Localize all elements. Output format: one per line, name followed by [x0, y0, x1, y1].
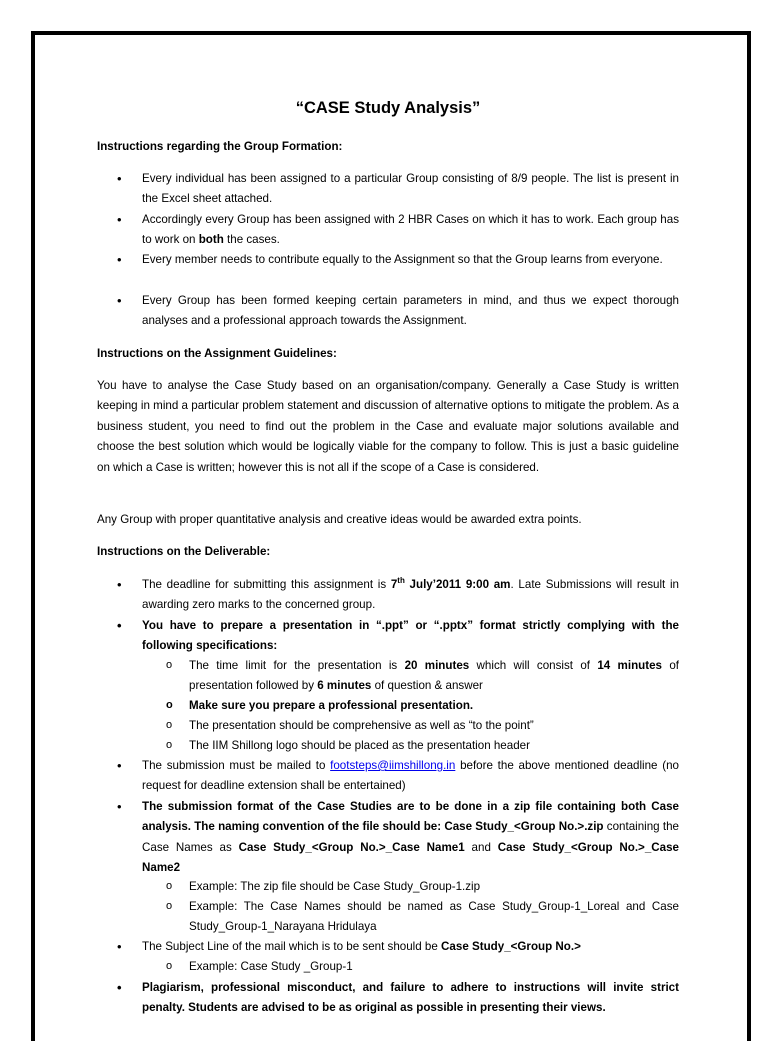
guidelines-heading: Instructions on the Assignment Guidelines: — [97, 347, 337, 360]
group-formation-heading: Instructions regarding the Group Formation: — [97, 140, 343, 153]
plagiarism-bullet: • Plagiarism, professional misconduct, and failure to adhere to instructions will invite strict penalty. Students are advised to be as original as possible in presenting their views. — [142, 978, 679, 1019]
document-title: “CASE Study Analysis” — [295, 99, 481, 117]
group-bullet-2: • Accordingly every Group has been assigned with 2 HBR Cases on which it has to work. Each group has to work on both the cases. — [142, 210, 679, 251]
comprehensive-subbullet: o The presentation should be comprehensive as well as “to the point” — [189, 716, 679, 736]
document-page — [31, 31, 751, 1041]
logo-subbullet: o The IIM Shillong logo should be placed as the presentation header — [189, 736, 679, 756]
deadline-bullet: • The deadline for submitting this assignment is 7th July’2011 9:00 am. Late Submissions will result in awarding zero marks to the concerned group. — [142, 575, 679, 616]
zip-example-subbullet: o Example: The zip file should be Case Study_Group-1.zip — [189, 877, 679, 897]
email-link[interactable]: footsteps@iimshillong.in — [330, 759, 456, 772]
extra-points-paragraph: Any Group with proper quantitative analysis and creative ideas would be awarded extra points. — [97, 513, 582, 526]
time-limit-subbullet: o The time limit for the presentation is 20 minutes which will consist of 14 minutes of presentation followed by 6 minutes of question & answer — [189, 656, 679, 697]
case-names-example-subbullet: o Example: The Case Names should be named as Case Study_Group-1_Loreal and Case Study_Group-1_Narayana Hridulaya — [189, 897, 679, 938]
guidelines-paragraph: You have to analyse the Case Study based on an organisation/company. Generally a Case Study is written keeping in mind a particular problem statement and discussion of alternative options to mitigate the problem. As a business student, you need to find out the problem in the Case and evaluate major solutions available and choose the best solution which would be logically viable for the company to follow. This is just a basic guideline on which a Case is written; however this is not all if the scope of a Case is considered. — [97, 379, 679, 474]
subject-line-bullet: • The Subject Line of the mail which is to be sent should be Case Study_<Group No.> — [142, 937, 679, 957]
format-bullet: • The submission format of the Case Studies are to be done in a zip file containing both Case analysis. The naming convention of the file should be: Case Study_<Group No.>.zip containing the Case Names as Case Study_<Group No.>_Case Name1 and Case Study_<Group No.>_Case Name2 — [142, 797, 679, 879]
mail-bullet: • The submission must be mailed to footsteps@iimshillong.in before the above mentioned deadline (no request for deadline extension shall be entertained) — [142, 756, 679, 797]
subject-example-subbullet: o Example: Case Study _Group-1 — [189, 957, 679, 977]
group-bullet-4: • Every Group has been formed keeping certain parameters in mind, and thus we expect thorough analyses and a professional approach towards the Assignment. — [142, 291, 679, 332]
presentation-bullet: • You have to prepare a presentation in “.ppt” or “.pptx” format strictly complying with the following specifications: — [142, 616, 679, 657]
professional-subbullet: o Make sure you prepare a professional presentation. — [189, 696, 679, 716]
group-bullet-1: • Every individual has been assigned to a particular Group consisting of 8/9 people. The list is present in the Excel sheet attached. — [142, 169, 679, 210]
group-bullet-3: • Every member needs to contribute equally to the Assignment so that the Group learns from everyone. — [142, 250, 679, 270]
deliverable-heading: Instructions on the Deliverable: — [97, 545, 271, 558]
